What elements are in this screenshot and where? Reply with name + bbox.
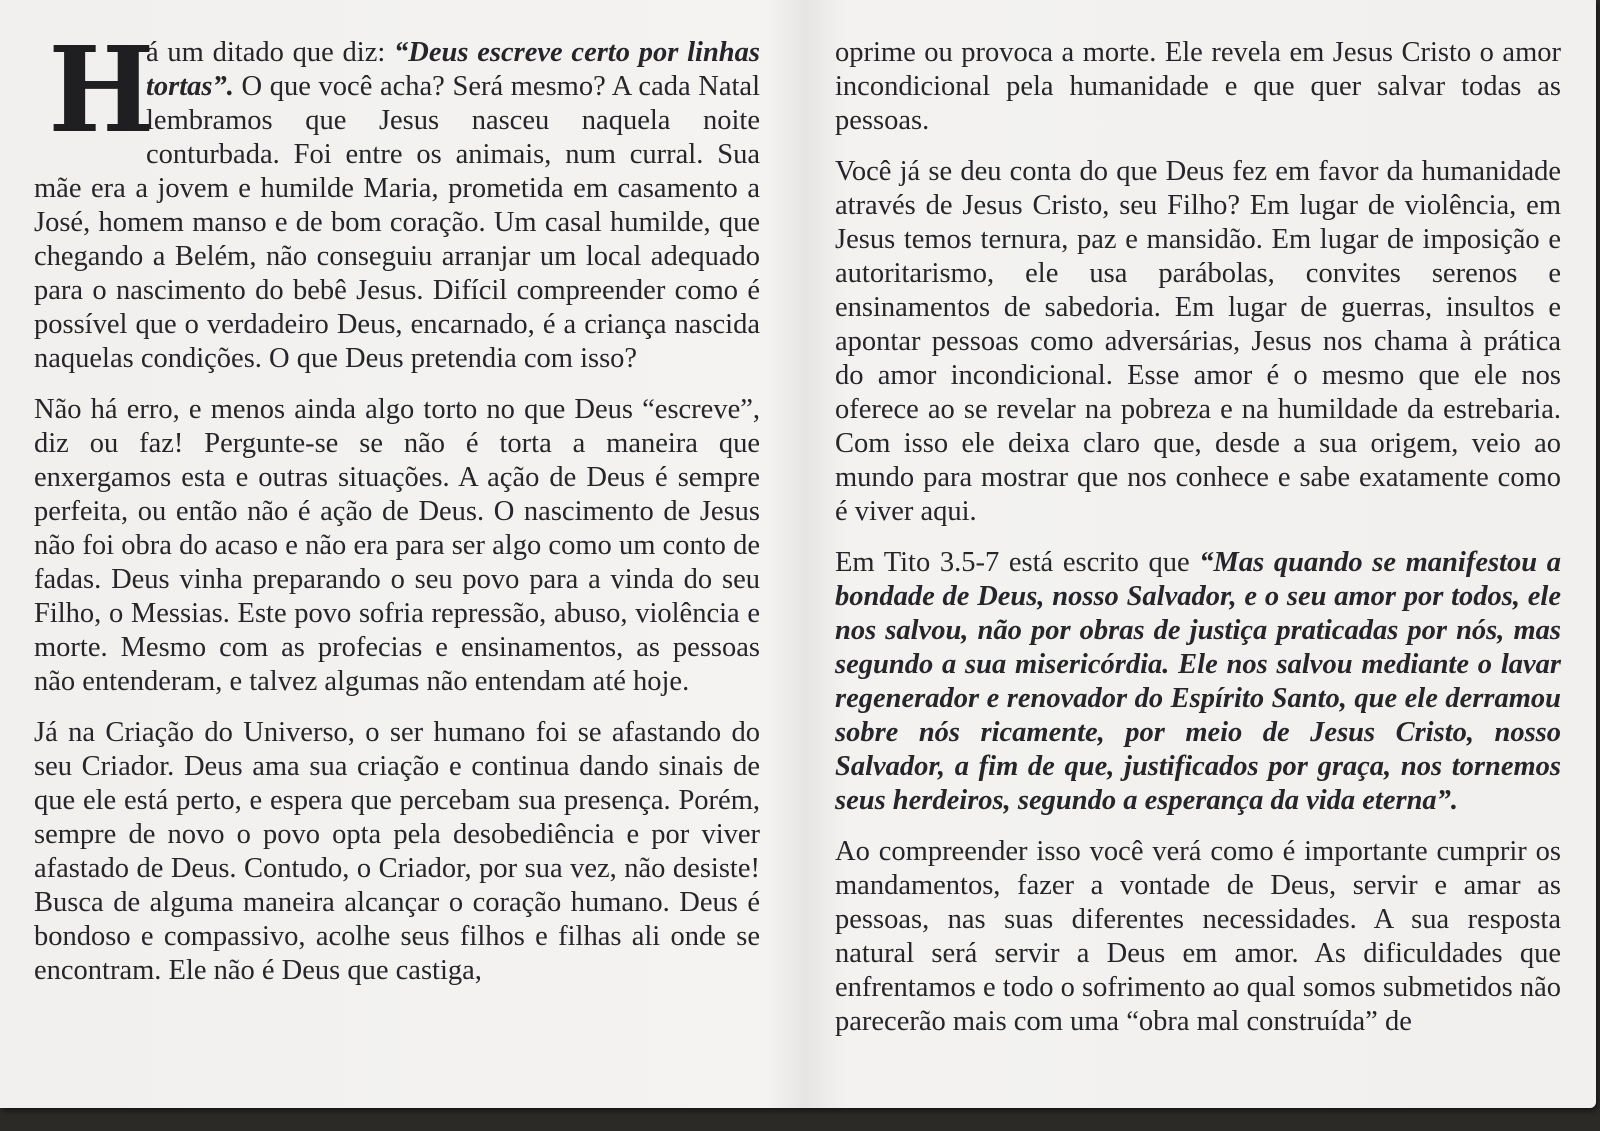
paragraph-understanding: Ao compreender isso você verá como é importante cumprir os mandamentos, fazer a vontade de Deus, servir e amar as pessoas, nas suas diferentes necessidades. A sua resposta natural será servir a Deus em amor. As dificuldades que enfrentamos e todo o sofrimento ao qual somos submetidos não parecerão mais com uma “obra mal construída” de	[835, 836, 1561, 1037]
paragraph-no-error: Não há erro, e menos ainda algo torto no que Deus “escreve”, diz ou faz! Pergunte-se se não é torta a maneira que enxergamos esta e outras situações. A ação de Deus é sempre perfeita, ou então não é ação de Deus. O nascimento de Jesus não foi obra do acaso e não era para ser algo como um conto de fadas. Deus vinha preparando o seu povo para a vinda do seu Filho, o Messias. Este povo sofria repressão, abuso, violência e morte. Mesmo com as profecias e ensinamentos, as pessoas não entenderam, e talvez algumas não entendam até hoje.	[34, 394, 760, 697]
paragraph-titus	[835, 546, 1561, 818]
proverb-quote: “Deus escreve certo por linhas tortas”.	[146, 37, 760, 102]
left-column	[34, 20, 760, 1005]
drop-cap-letter: H	[48, 20, 155, 159]
titus-intro: Em Tito 3.5-7 está escrito que	[835, 547, 1200, 578]
titus-quote: “Mas quando se manifestou a bondade de Deus, nosso Salvador, e o seu amor por todos, ele nos salvou, não por obras de justiça praticadas por nós, mas segundo a sua misericórdia. Ele nos salvou mediante o lavar regenerador e renovador do Espírito Santo, que ele derramou sobre nós ricamente, por meio de Jesus Cristo, nosso Salvador, a fim de que, justificados por graça, nos tornemos seus herdeiros, segundo a esperança da vida eterna”.	[835, 547, 1561, 816]
paragraph-continuation: oprime ou provoca a morte. Ele revela em Jesus Cristo o amor incondicional pela humanidade e que quer salvar todas as pessoas.	[835, 37, 1561, 136]
paragraph-creation: Já na Criação do Universo, o ser humano foi se afastando do seu Criador. Deus ama sua criação e continua dando sinais de que ele está perto, e espera que percebam sua presença. Porém, sempre de novo o povo opta pela desobediência e por viver afastado de Deus. Contudo, o Criador, por sua vez, não desiste! Busca de alguma maneira alcançar o coração humano. Deus é bondoso e compassivo, acolhe seus filhos e filhas ali onde se encontram. Ele não é Deus que castiga,	[34, 717, 760, 986]
paragraph-humanity: Você já se deu conta do que Deus fez em favor da humanidade através de Jesus Cristo, seu Filho? Em lugar de violência, em Jesus temos ternura, paz e mansidão. Em lugar de imposição e autoritarismo, ele usa parábolas, convites serenos e ensinamentos de sabedoria. Em lugar de guerras, insultos e apontar pessoas como adversárias, Jesus nos chama à prática do amor incondicional. Esse amor é o mesmo que ele nos oferece ao se revelar na pobreza e na humildade da estrebaria. Com isso ele deixa claro que, desde a sua origem, veio ao mundo para mostrar que nos conhece e sabe exatamente como é viver aqui.	[835, 156, 1561, 527]
opening-text-body: O que você acha? Será mesmo? A cada Natal lembramos que Jesus nasceu naquela noite conturbada. Foi entre os animais, num curral. Sua mãe era a jovem e humilde Maria, prometida em casamento a José, homem manso e de bom coração. Um casal humilde, que chegando a Belém, não conseguiu arranjar um local adequado para o nascimento do bebê Jesus. Difícil compreender como é possível que o verdadeiro Deus, encarnado, é a criança nascida naquelas condições. O que Deus pretendia com isso?	[34, 71, 760, 374]
opening-text-lead: á um ditado que diz:	[146, 37, 395, 68]
right-column	[835, 36, 1561, 1056]
opening-paragraph	[34, 20, 760, 376]
